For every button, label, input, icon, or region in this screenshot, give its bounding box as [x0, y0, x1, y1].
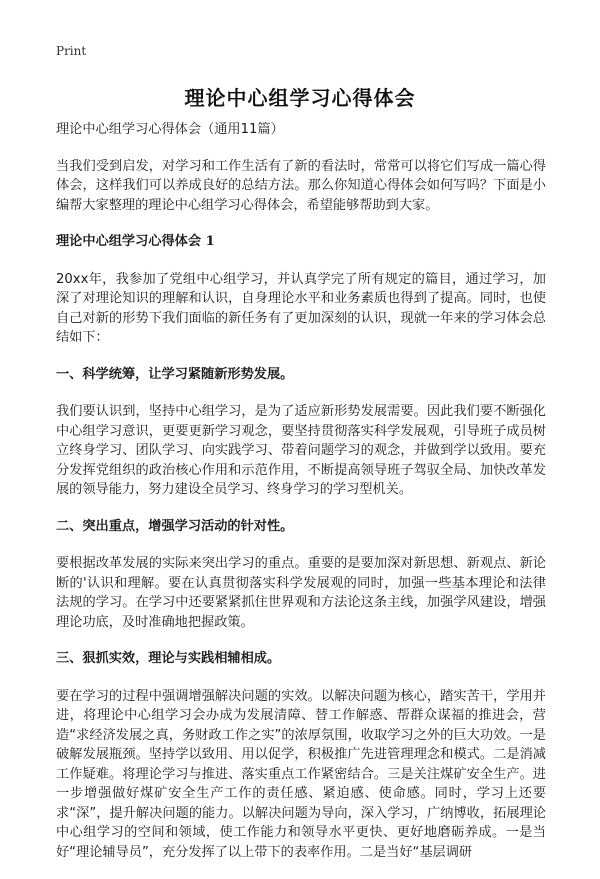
section-body-1: 我们要认识到，坚持中心组学习，是为了适应新形势发展需要。因此我们要不断强化中心组学习意识，更要更新学习观念，要坚持贯彻落实科学发展观，引导班子成员树立终身学习、团队学习、向实践学习、带着问题学习的观念，并做到学以致用。要充分发挥党组织的政治核心作用和示范作用，不断提高领导班子驾驭全局、加快改革发展的领导能力，努力建设全员学习、终身学习的学习型机关。 [56, 404, 546, 497]
section-heading-3: 三、狠抓实效，理论与实践相辅相成。 [56, 651, 281, 666]
section-body-3: 要在学习的过程中强调增强解决问题的实效。以解决问题为核心，踏实苦干，学用并进，将理论中心组学习会办成为发展清障、替工作解惑、帮群众谋福的推进会，营造“求经济发展之真，务财政工作之实”的浓厚氛围，收取学习之外的巨大功效。一是破解发展瓶颈。坚持学以致用、用以促学，积极推广先进管理理念和模式。二是消减工作疑难。将理论学习与推进、落实重点工作紧密结合。三是关注煤矿安全生产。进一步增强做好煤矿安全生产工作的责任感、紧迫感、使命感。同时，学习上还要求“深”，提升解决问题的能力。以解决问题为导向，深入学习，广纳博收，拓展理论中心组学习的空间和领域，使工作能力和领导水平更快、更好地磨砺养成。一是当好“理论辅导员”，充分发挥了以上带下的表率作用。二是当好“基层调研 [56, 688, 546, 860]
intro-paragraph: 当我们受到启发，对学习和工作生活有了新的看法时，常常可以将它们写成一篇心得体会，这样我们可以养成良好的总结方法。那么你知道心得体会如何写吗？下面是小编帮大家整理的理论中心组学习心得体会，希望能够帮助到大家。 [56, 158, 546, 213]
section-heading-2: 二、突出重点，增强学习活动的针对性。 [56, 518, 294, 534]
document-subtitle: 理论中心组学习心得体会（通用11篇） [56, 122, 284, 137]
article-heading: 理论中心组学习心得体会 1 [56, 234, 215, 249]
section-body-2: 要根据改革发展的实际来突出学习的重点。重要的是要加深对新思想、新观点、新论断的'认识和理解。要在认真贯彻落实科学发展观的同时，加强一些基本理论和法律法规的学习。在学习中还要紧紧抓住世界观和方法论这条主线，加强学风建设，增强理论功底，及时准确地把握政策。 [56, 556, 546, 630]
section-heading-1: 一、科学统筹，让学习紧随新形势发展。 [56, 366, 294, 382]
article-intro-paragraph: 20xx年，我参加了党组中心组学习，并认真学完了所有规定的篇目，通过学习，加深了对理论知识的理解和认识，自身理论水平和业务素质也得到了提高。同时，也使自己对新的形势下我们面临的新任务有了更加深刻的认识，现就一年来的学习体会总结如下： [56, 271, 546, 345]
document-title: 理论中心组学习心得体会 [184, 86, 416, 110]
print-label: Print [56, 44, 87, 58]
document-body [56, 120, 546, 879]
